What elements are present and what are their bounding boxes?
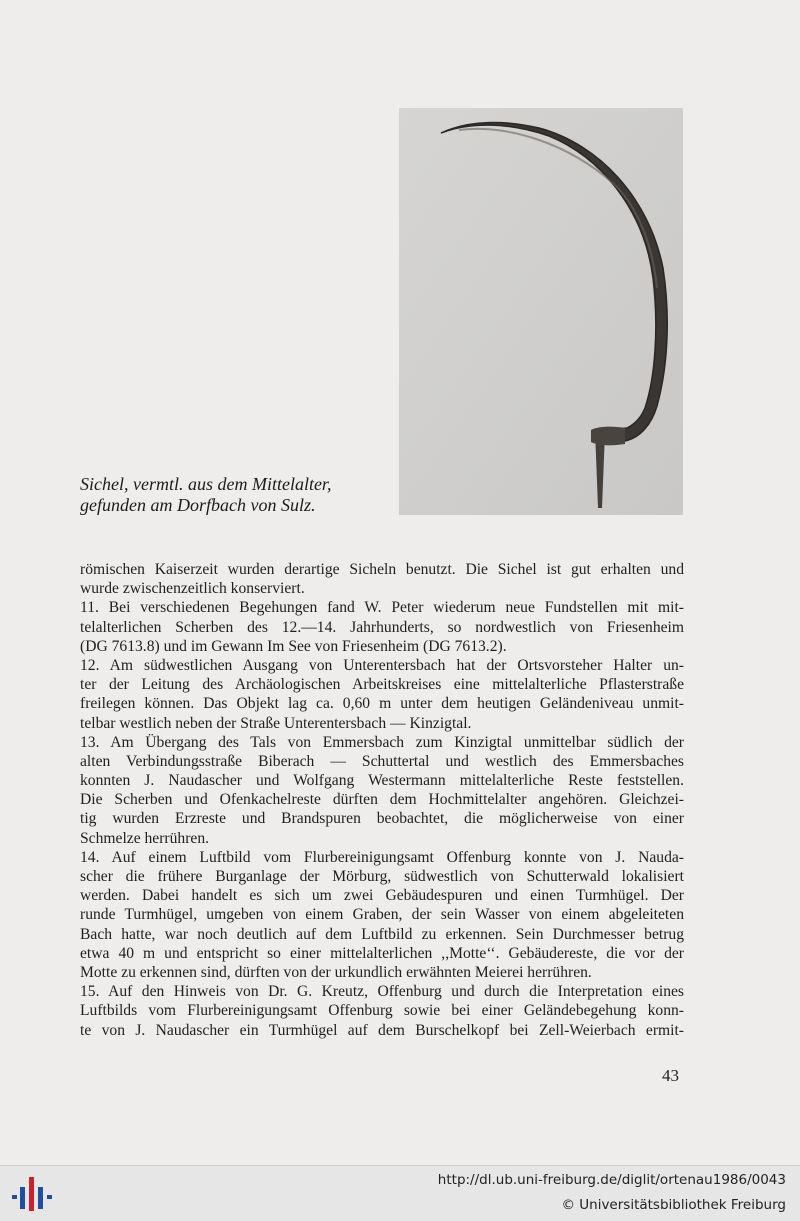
text-line: Bach hatte, war noch deutlich auf dem Luftbild zu erkennen. Sein Durchmesser betrug: [80, 925, 684, 943]
text-line: tig wurden Erzreste und Brandspuren beobachtet, die möglicherweise von einer: [80, 810, 684, 828]
text-line: Luftbilds vom Flurbereinigungsamt Offenburg sowie bei einer Geländebegehung konn-: [80, 1002, 684, 1020]
logo-blue-bar-right: [47, 1195, 52, 1199]
copyright-notice: © Universitätsbibliothek Freiburg: [561, 1197, 786, 1213]
sickle-photograph: [399, 108, 683, 515]
body-text: [80, 560, 684, 1040]
text-line: 12. Am südwestlichen Ausgang von Unterentersbach hat der Ortsvorsteher Halter un-: [80, 656, 684, 674]
text-line: etwa 40 m und entspricht so einer mittelalterlichen ,,Motte‘‘. Gebäudereste, die vor der: [80, 944, 684, 962]
text-line: freilegen können. Das Objekt lag ca. 0,60 m unter dem heutigen Geländeniveau unmit-: [80, 695, 684, 713]
text-line: wurde zwischenzeitlich konserviert.: [80, 580, 305, 598]
logo-blue-bar-left: [12, 1195, 17, 1199]
text-line: konnten J. Naudascher und Wolfgang Westermann mittelalterliche Reste feststellen.: [80, 772, 684, 790]
text-line: telbar westlich neben der Straße Unterentersbach — Kinzigtal.: [80, 714, 472, 732]
permalink-url[interactable]: http://dl.ub.uni-freiburg.de/diglit/ortenau1986/0043: [437, 1172, 786, 1188]
text-line: 14. Auf einem Luftbild vom Flurbereinigungsamt Offenburg konnte von J. Nauda-: [80, 848, 684, 866]
text-line: Motte zu erkennen sind, dürften von der urkundlich erwähnten Meierei herrühren.: [80, 963, 592, 981]
text-line: (DG 7613.8) und im Gewann Im See von Friesenheim (DG 7613.2).: [80, 637, 507, 655]
text-line: 11. Bei verschiedenen Begehungen fand W. Peter wiederum neue Fundstellen mit mit-: [80, 599, 684, 617]
text-line: werden. Dabei handelt es sich um zwei Gebäudespuren und einen Turmhügel. Der: [80, 887, 684, 905]
library-footer: [0, 1165, 800, 1221]
page-number: 43: [662, 1066, 679, 1085]
caption-line-1: Sichel, vermtl. aus dem Mittelalter,: [80, 474, 332, 494]
text-line: scher die frühere Burganlage der Mörburg, südwestlich von Schutterwald lokalisiert: [80, 868, 684, 885]
caption-line-2: gefunden am Dorfbach von Sulz.: [80, 495, 316, 515]
text-line: 15. Auf den Hinweis von Dr. G. Kreutz, Offenburg und durch die Interpretation eines: [80, 983, 684, 1001]
ub-freiburg-logo-icon: [10, 1173, 54, 1213]
logo-blue-bar-3: [38, 1187, 43, 1209]
logo-blue-bar-2: [20, 1187, 25, 1209]
text-line: telalterlichen Scherben des 12.—14. Jahrhunderts, so nordwestlich von Friesenheim: [80, 618, 684, 636]
bleed-through-header: [296, 4, 496, 18]
sickle-image: [399, 108, 683, 515]
text-line: runde Turmhügel, umgeben von einem Graben, der sein Wasser von einem abgeleiteten: [80, 906, 684, 924]
text-line: römischen Kaiserzeit wurden derartige Sicheln benutzt. Die Sichel ist gut erhalten und: [80, 561, 684, 578]
text-line: 13. Am Übergang des Tals von Emmersbach zum Kinzigtal unmittelbar südlich der: [80, 733, 684, 751]
figure-caption: [80, 474, 390, 516]
text-line: alten Verbindungsstraße Biberach — Schuttertal und westlich des Emmersbaches: [80, 752, 684, 770]
text-line: Schmelze herrühren.: [80, 829, 210, 847]
text-line: ter der Leitung des Archäologischen Arbeitskreises eine mittelalterliche Pflasterstraße: [80, 676, 684, 694]
text-line: Die Scherben und Ofenkachelreste dürften dem Hochmittelalter angehören. Gleichzei-: [80, 791, 684, 809]
text-line: te von J. Naudascher ein Turmhügel auf dem Burschelkopf bei Zell-Weierbach ermit-: [80, 1021, 684, 1039]
logo-red-bar: [29, 1177, 34, 1211]
